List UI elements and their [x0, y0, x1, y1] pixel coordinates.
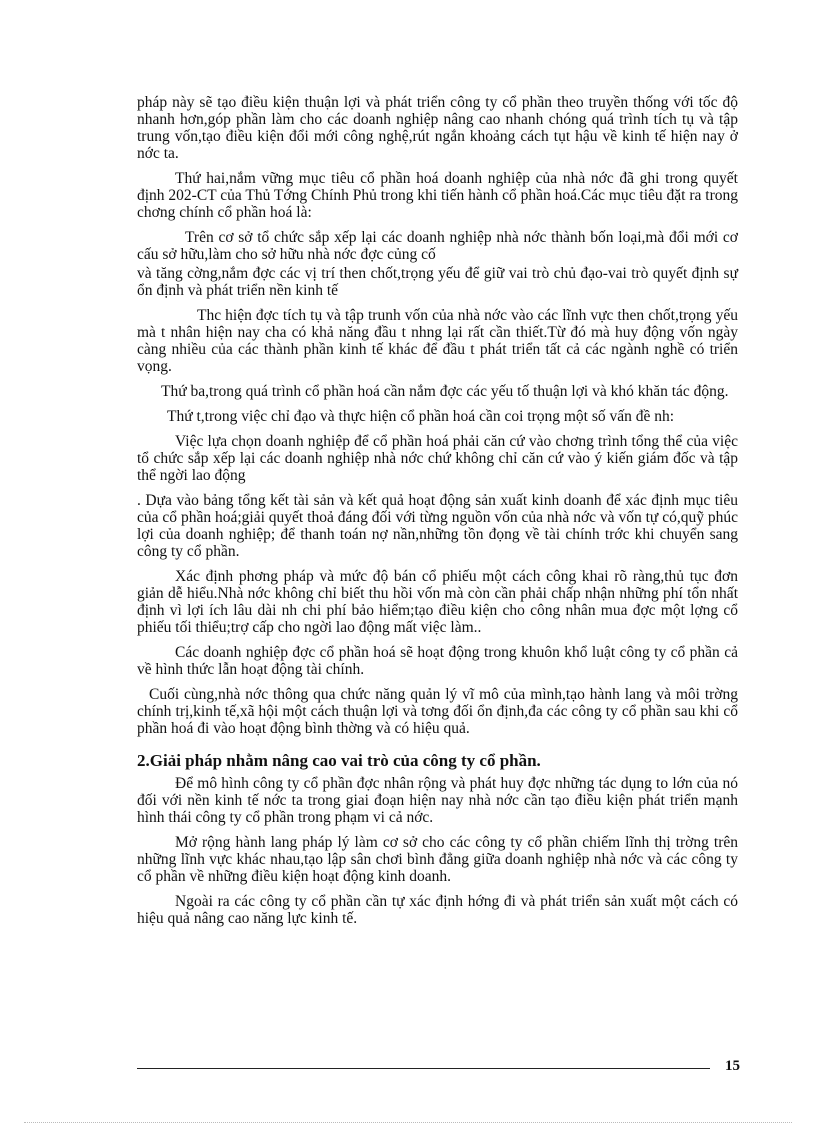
paragraph: Mở rộng hành lang pháp lý làm cơ sở cho các công ty cổ phần chiếm lĩnh thị trờng trên những lĩnh vực khác nhau,tạo lập sân chơi bình đẳng giữa doanh nghiệp nhà nớc và các công ty cổ phần về những điều kiện hoạt động kinh doanh.: [137, 834, 738, 885]
paragraph: Cuối cùng,nhà nớc thông qua chức năng quản lý vĩ mô của mình,tạo hành lang và môi trờng chính trị,kinh tế,xã hội một cách thuận lợi và tơng đối ổn định,đa các công ty cổ phần sau khi cổ phần hoá đi vào hoạt động bình thờng và có hiệu quả.: [137, 686, 738, 737]
section-heading: 2.Giải pháp nhằm nâng cao vai trò của công ty cổ phần.: [137, 751, 541, 770]
paragraph: Việc lựa chọn doanh nghiệp để cổ phần hoá phải căn cứ vào chơng trình tổng thể của việc tổ chức sắp xếp lại các doanh nghiệp nhà nớc chứ không chỉ căn cứ vào ý kiến giám đốc và tập thể ngời lao động: [137, 433, 738, 484]
paragraph: Thứ t,trong việc chỉ đạo và thực hiện cổ phần hoá cần coi trọng một số vấn đề nh:: [167, 408, 675, 425]
footer-divider: [137, 1068, 710, 1069]
paragraph: Trên cơ sở tổ chức sắp xếp lại các doanh nghiệp nhà nớc thành bốn loại,mà đổi mới cơ cấu sở hữu,làm cho sở hữu nhà nớc đợc củng cố: [137, 229, 738, 263]
paragraph: Thứ hai,nắm vững mục tiêu cổ phần hoá doanh nghiệp của nhà nớc đã ghi trong quyết định 202-CT của Thủ Tớng Chính Phủ trong khi tiến hành cổ phần hoá.Các mục tiêu đặt ra trong chơng chính cổ phần hoá là:: [137, 170, 738, 221]
paragraph: Xác định phơng pháp và mức độ bán cổ phiếu một cách công khai rõ ràng,thủ tục đơn giản dễ hiểu.Nhà nớc không chỉ biết thu hồi vốn mà còn cần phải chấp nhận những phí tổn nhất định vì lợi ích lâu dài nh chi phí bảo hiểm;tạo điều kiện cho công nhân mua đợc một lợng cổ phiếu tối thiểu;trợ cấp cho ngời lao động mất việc làm..: [137, 568, 738, 636]
paragraph: pháp này sẽ tạo điều kiện thuận lợi và phát triển công ty cổ phần theo truyền thống với tốc độ nhanh hơn,góp phần làm cho các doanh nghiệp nâng cao nhanh chóng quá trình tích tụ và tập trung vốn,tạo điều kiện đổi mới công nghệ,rút ngắn khoảng cách tụt hậu về kinh tế hiện nay ở nớc ta.: [137, 94, 738, 162]
page-body: [137, 94, 738, 935]
paragraph: Ngoài ra các công ty cổ phần cần tự xác định hớng đi và phát triển sản xuất một cách có hiệu quả nâng cao năng lực kinh tế.: [137, 893, 738, 927]
paragraph: Thc hiện đợc tích tụ và tập trunh vốn của nhà nớc vào các lĩnh vực then chốt,trọng yếu mà t nhân hiện nay cha có khả năng đầu t nhng lại rất cần thiết.Từ đó mà huy động vốn ngày càng nhiều của các thành phần kinh tế khác để đầu t phát triển tất cả các ngành nghề có triển vọng.: [137, 307, 738, 375]
paragraph: và tăng cờng,nắm đợc các vị trí then chốt,trọng yếu để giữ vai trò chủ đạo-vai trò quyết định sự ổn định và phát triển nền kinh tế: [137, 265, 738, 299]
paragraph: Thứ ba,trong quá trình cổ phần hoá cần nắm đợc các yếu tố thuận lợi và khó khăn tác động.: [161, 383, 729, 400]
paragraph: Các doanh nghiệp đợc cổ phần hoá sẽ hoạt động trong khuôn khổ luật công ty cổ phần cả về hình thức lẫn hoạt động tài chính.: [137, 644, 738, 678]
paragraph: . Dựa vào bảng tổng kết tài sản và kết quả hoạt động sản xuất kinh doanh để xác định mục tiêu của cổ phần hoá;giải quyết thoả đáng đối với từng nguồn vốn của nhà nớc và vốn tự có,quỹ phúc lợi của doanh nghiệp; để thanh toán nợ nần,những tồn đọng về tài chính trớc khi chuyển sang công ty cổ phần.: [137, 492, 738, 560]
paragraph: Để mô hình công ty cổ phần đợc nhân rộng và phát huy đợc những tác dụng to lớn của nó đối với nền kinh tế nớc ta trong giai đoạn hiện nay nhà nớc cần tạo điều kiện phát triển mạnh hình thái công ty cổ phần trong phạm vi cả nớc.: [137, 775, 738, 826]
page-number: 15: [725, 1058, 740, 1074]
